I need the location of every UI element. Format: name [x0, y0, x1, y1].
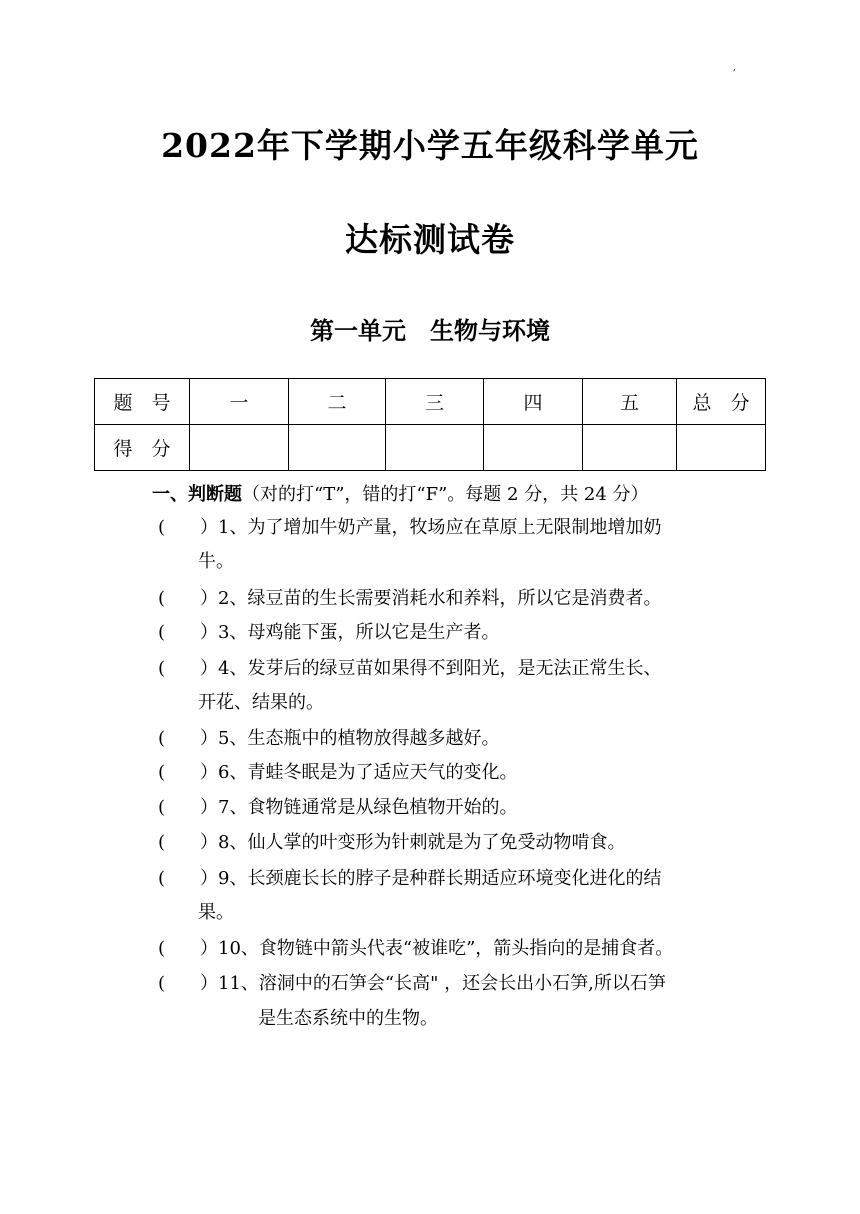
answer-blank[interactable]: ( — [158, 797, 166, 818]
score-cell[interactable] — [190, 425, 289, 471]
question-item — [0, 971, 860, 997]
question-text: ）3、母鸡能下蛋，所以它是生产者。 — [200, 622, 500, 643]
question-text: ）6、青蛙冬眠是为了适应天气的变化。 — [200, 762, 518, 783]
question-text: ）4、发芽后的绿豆苗如果得不到阳光，是无法正常生长、 — [200, 658, 662, 679]
section-1-heading — [152, 482, 649, 508]
score-table-header-cell: 二 — [289, 379, 386, 425]
question-item — [0, 620, 860, 646]
question-text: ）8、仙人掌的叶变形为针刺就是为了免受动物啃食。 — [200, 832, 626, 853]
question-continuation: 是生态系统中的生物。 — [258, 1008, 438, 1029]
score-cell[interactable] — [386, 425, 484, 471]
score-table-score-row — [95, 425, 766, 471]
score-cell[interactable] — [289, 425, 386, 471]
answer-blank[interactable]: ( — [158, 622, 166, 643]
answer-blank[interactable]: ( — [158, 973, 166, 994]
question-item — [0, 726, 860, 752]
question-item — [0, 586, 860, 612]
score-table-header-cell: 三 — [386, 379, 484, 425]
question-text: ）1、为了增加牛奶产量，牧场应在草原上无限制地增加奶 — [200, 517, 662, 538]
answer-blank[interactable]: ( — [158, 832, 166, 853]
answer-blank[interactable]: ( — [158, 762, 166, 783]
question-item — [0, 936, 860, 962]
question-text: ）9、长颈鹿长长的脖子是种群长期适应环境变化进化的结 — [200, 868, 662, 889]
score-table-header-cell: 四 — [484, 379, 583, 425]
answer-blank[interactable]: ( — [158, 728, 166, 749]
question-item — [0, 866, 860, 892]
section-1-title: 一、判断题 — [152, 484, 242, 505]
question-text: ）5、生态瓶中的植物放得越多越好。 — [200, 728, 500, 749]
answer-blank[interactable]: ( — [158, 588, 166, 609]
score-cell[interactable] — [484, 425, 583, 471]
question-text: ）7、食物链通常是从绿色植物开始的。 — [200, 797, 518, 818]
question-continuation: 果。 — [198, 902, 234, 923]
unit-title: 第一单元 生物与环境 — [310, 317, 550, 345]
question-text: ）2、绿豆苗的生长需要消耗水和养料，所以它是消费者。 — [200, 588, 662, 609]
answer-blank[interactable]: ( — [158, 658, 166, 679]
corner-mark: , — [733, 63, 736, 73]
answer-blank[interactable]: ( — [158, 938, 166, 959]
question-continuation: 牛。 — [198, 551, 234, 572]
answer-blank[interactable]: ( — [158, 868, 166, 889]
question-item — [0, 656, 860, 682]
question-item — [0, 515, 860, 541]
score-table — [94, 378, 766, 471]
score-row-label: 得 分 — [95, 425, 190, 471]
question-item — [0, 760, 860, 786]
question-text: ）11、溶洞中的石笋会“长高" ，还会长出小石笋,所以石笋 — [200, 973, 666, 994]
exam-title-line-1: 2022年下学期小学五年级科学单元 — [161, 126, 699, 165]
exam-title-line-2: 达标测试卷 — [345, 220, 515, 259]
score-table-header-cell: 一 — [190, 379, 289, 425]
question-text: ）10、食物链中箭头代表“被谁吃”，箭头指向的是捕食者。 — [200, 938, 674, 959]
score-cell[interactable] — [583, 425, 677, 471]
score-table-header-cell: 五 — [583, 379, 677, 425]
score-table-header-cell: 总 分 — [677, 379, 766, 425]
score-cell[interactable] — [677, 425, 766, 471]
score-table-header-row — [95, 379, 766, 425]
question-continuation: 开花、结果的。 — [198, 692, 324, 713]
question-item — [0, 830, 860, 856]
answer-blank[interactable]: ( — [158, 517, 166, 538]
question-item — [0, 795, 860, 821]
score-table-header-cell: 题 号 — [95, 379, 190, 425]
section-1-instruction: （对的打“T”，错的打“F”。每题 2 分，共 24 分） — [242, 484, 649, 505]
